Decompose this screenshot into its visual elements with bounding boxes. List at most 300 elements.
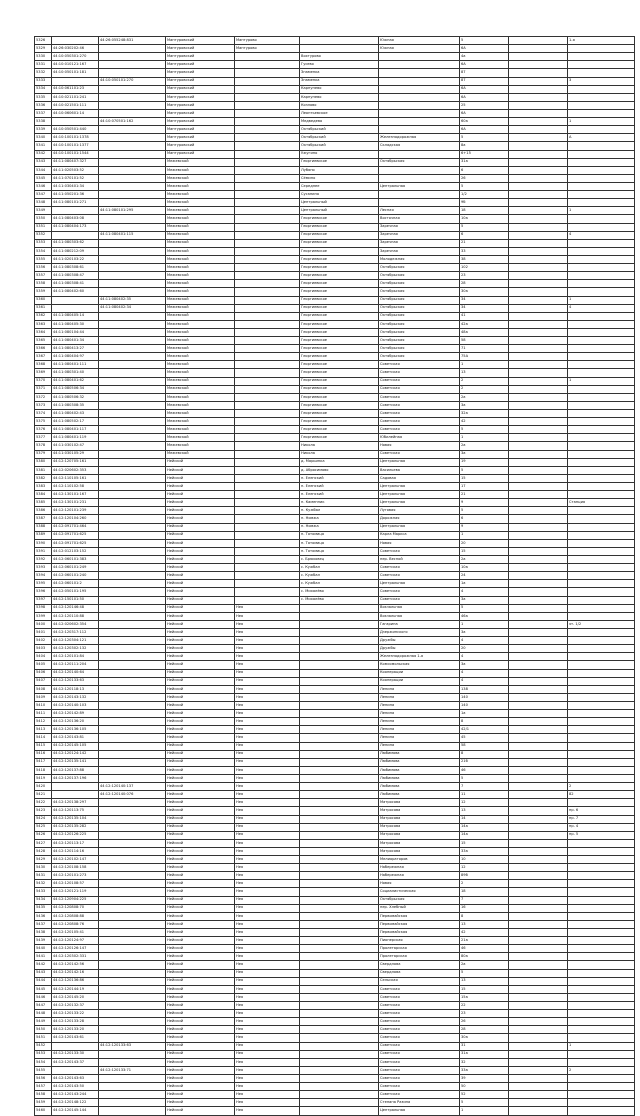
row-number-cell: 5438 [35,929,52,937]
district-cell: Нейский [166,823,235,831]
district-cell: Межевской [166,353,235,361]
house-number-cell: 1 [460,434,509,442]
apartment-cell [568,677,635,685]
district-cell: Нейский [166,685,235,693]
city-cell: Нея [235,937,300,945]
house-number-cell: 5 [460,426,509,434]
cadastral-number-land-cell [52,37,99,45]
apartment-cell [568,450,635,458]
cadastral-number-land-cell: 44:12:120142:16 [52,969,99,977]
table-row [35,1091,635,1099]
city-cell: Нея [235,904,300,912]
house-number-cell: 3а [460,661,509,669]
city-cell [235,199,300,207]
cadastral-number-building-cell [99,69,166,77]
apartment-cell: 4 [568,231,635,239]
district-cell: Нейский [166,953,235,961]
apartment-cell: 3 [568,77,635,85]
settlement-cell [300,628,379,636]
street-cell: Советская [379,572,460,580]
city-cell: Нея [235,1107,300,1115]
city-cell [235,523,300,531]
house-number-cell: 13 [460,369,509,377]
building-letter-cell [509,109,568,117]
house-number-cell: 13 [460,807,509,815]
settlement-cell: д. Абросимово [300,466,379,474]
house-number-cell: 25 [460,101,509,109]
cadastral-number-land-cell: 44:11:080401:111 [52,361,99,369]
building-letter-cell [509,215,568,223]
apartment-cell [568,337,635,345]
table-row [35,515,635,523]
row-number-cell: 5460 [35,1107,52,1115]
cadastral-number-building-cell [99,134,166,142]
cadastral-number-building-cell [99,539,166,547]
table-row [35,669,635,677]
table-row [35,401,635,409]
building-letter-cell [509,345,568,353]
row-number-cell: 5407 [35,677,52,685]
table-row [35,1066,635,1074]
apartment-cell [568,239,635,247]
row-number-cell: 5382 [35,474,52,482]
city-cell [235,450,300,458]
street-cell: Октябрьская [379,320,460,328]
district-cell: Межевской [166,288,235,296]
row-number-cell: 5365 [35,337,52,345]
table-row [35,393,635,401]
cadastral-number-building-cell [99,182,166,190]
building-letter-cell [509,653,568,661]
cadastral-number-building-cell [99,166,166,174]
district-cell: Нейский [166,864,235,872]
house-number-cell: 3а [460,450,509,458]
row-number-cell: 5419 [35,774,52,782]
cadastral-number-land-cell: 44:12:120101:84 [52,653,99,661]
cadastral-number-building-cell [99,418,166,426]
cadastral-number-building-cell [99,807,166,815]
settlement-cell [300,815,379,823]
cadastral-number-land-cell: 44:10:010121:167 [52,61,99,69]
settlement-cell [300,969,379,977]
street-cell: Октябрьская [379,337,460,345]
apartment-cell [568,345,635,353]
cadastral-number-land-cell: 44:12:120126:225 [52,831,99,839]
row-number-cell: 5351 [35,223,52,231]
building-letter-cell [509,1099,568,1107]
table-row [35,912,635,920]
apartment-cell [568,361,635,369]
street-cell: Советская [379,993,460,1001]
settlement-cell: Октябрьский [300,142,379,150]
apartment-cell [568,142,635,150]
cadastral-number-building-cell: 44:12:120133:63 [99,1042,166,1050]
district-cell: Нейский [166,572,235,580]
settlement-cell: Георгиевское [300,239,379,247]
cadastral-number-building-cell [99,523,166,531]
building-letter-cell [509,450,568,458]
table-row [35,637,635,645]
house-number-cell: 3а [460,401,509,409]
house-number-cell: 7 [460,896,509,904]
apartment-cell [568,312,635,320]
cadastral-number-building-cell [99,896,166,904]
district-cell: Мантуровский [166,37,235,45]
row-number-cell: 5400 [35,620,52,628]
settlement-cell: Георгиевское [300,296,379,304]
row-number-cell: 5416 [35,750,52,758]
cadastral-number-building-cell [99,953,166,961]
building-letter-cell [509,418,568,426]
district-cell: Межевской [166,320,235,328]
city-cell: Нея [235,1091,300,1099]
table-row [35,701,635,709]
district-cell: Межевской [166,361,235,369]
house-number-cell: 26 [460,174,509,182]
cadastral-number-land-cell: 44:12:120133:63 [52,677,99,685]
street-cell: Мелиораторов [379,856,460,864]
settlement-cell: с. Кужбал [300,564,379,572]
cadastral-number-land-cell: 44:10:060601:14 [52,109,99,117]
house-number-cell: 15 [460,474,509,482]
street-cell: Ленина [379,718,460,726]
table-row [35,937,635,945]
district-cell: Нейский [166,474,235,482]
street-cell: Советская [379,450,460,458]
house-number-cell: 10а [460,215,509,223]
cadastral-number-building-cell [99,247,166,255]
building-letter-cell [509,953,568,961]
row-number-cell: 5389 [35,531,52,539]
settlement-cell: Середнее [300,182,379,190]
cadastral-number-building-cell [99,726,166,734]
row-number-cell: 5450 [35,1026,52,1034]
cadastral-number-land-cell: 44:11:020503:52 [52,166,99,174]
settlement-cell [300,1091,379,1099]
row-number-cell: 5415 [35,742,52,750]
cadastral-number-building-cell [99,920,166,928]
table-row [35,758,635,766]
house-number-cell: 58 [460,742,509,750]
table-row [35,888,635,896]
cadastral-number-building-cell [99,677,166,685]
city-cell: Нея [235,1066,300,1074]
building-letter-cell [509,150,568,158]
house-number-cell: 16 [460,904,509,912]
city-cell: Нея [235,710,300,718]
row-number-cell: 5403 [35,645,52,653]
district-cell: Нейский [166,815,235,823]
cadastral-number-building-cell [99,588,166,596]
city-cell [235,377,300,385]
settlement-cell [300,912,379,920]
apartment-cell [568,1099,635,1107]
district-cell: Межевской [166,385,235,393]
house-number-cell: 31а [460,1050,509,1058]
table-row [35,442,635,450]
cadastral-number-land-cell: 44:12:120133:20 [52,1026,99,1034]
cadastral-number-building-cell [99,969,166,977]
apartment-cell [568,661,635,669]
cadastral-number-land-cell: 44:12:120124:97 [52,937,99,945]
row-number-cell: 5339 [35,126,52,134]
house-number-cell: 5 [460,969,509,977]
settlement-cell: п. Кужбал [300,507,379,515]
settlement-cell [300,856,379,864]
settlement-cell: п. Номжа [300,515,379,523]
apartment-cell [568,158,635,166]
house-number-cell: 5 [460,37,509,45]
settlement-cell [300,37,379,45]
table-row [35,896,635,904]
district-cell: Мантуровский [166,126,235,134]
row-number-cell: 5336 [35,101,52,109]
building-letter-cell [509,701,568,709]
cadastral-number-building-cell [99,945,166,953]
district-cell: Нейский [166,856,235,864]
building-letter-cell [509,158,568,166]
house-number-cell: 46а [460,612,509,620]
row-number-cell: 5439 [35,937,52,945]
row-number-cell: 5347 [35,191,52,199]
street-cell [379,118,460,126]
street-cell: Советская [379,393,460,401]
building-letter-cell [509,499,568,507]
city-cell [235,158,300,166]
district-cell: Нейский [166,596,235,604]
cadastral-number-land-cell: 44:12:120105:41 [52,929,99,937]
building-letter-cell [509,239,568,247]
street-cell: Советская [379,1002,460,1010]
street-cell: Вокзальная [379,612,460,620]
street-cell: Октябрьская [379,312,460,320]
settlement-cell [300,864,379,872]
cadastral-number-building-cell [99,483,166,491]
building-letter-cell [509,929,568,937]
cadastral-number-land-cell: 44:11:070101:52 [52,174,99,182]
cadastral-number-building-cell [99,710,166,718]
city-cell [235,174,300,182]
table-row [35,1099,635,1107]
street-cell: Свердлова [379,969,460,977]
city-cell [235,272,300,280]
building-letter-cell [509,661,568,669]
settlement-cell [300,896,379,904]
cadastral-number-building-cell: 44:26:055248:831 [99,37,166,45]
cadastral-number-building-cell [99,491,166,499]
cadastral-number-building-cell [99,985,166,993]
district-cell: Нейский [166,1066,235,1074]
house-number-cell: 5 [460,774,509,782]
district-cell: Нейский [166,807,235,815]
city-cell [235,320,300,328]
street-cell: Советская [379,418,460,426]
district-cell: Нейский [166,677,235,685]
street-cell: Луговая [379,507,460,515]
house-number-cell: 6А [460,45,509,53]
row-number-cell: 5448 [35,1010,52,1018]
cadastral-number-building-cell [99,223,166,231]
house-number-cell: 1 [460,531,509,539]
cadastral-number-building-cell [99,474,166,482]
cadastral-number-building-cell [99,1002,166,1010]
apartment-cell [568,223,635,231]
cadastral-number-building-cell: 44:11:080101:295 [99,207,166,215]
table-row [35,596,635,604]
city-cell [235,564,300,572]
city-cell [235,401,300,409]
city-cell: Нея [235,637,300,645]
apartment-cell [568,109,635,117]
cadastral-number-building-cell [99,369,166,377]
apartment-cell: 2 [568,1066,635,1074]
cadastral-number-building-cell [99,272,166,280]
row-number-cell: 5396 [35,588,52,596]
city-cell: Нея [235,929,300,937]
settlement-cell: Георгиевское [300,385,379,393]
street-cell: Матросова [379,831,460,839]
cadastral-number-building-cell [99,410,166,418]
apartment-cell [568,1083,635,1091]
cadastral-number-building-cell [99,191,166,199]
city-cell [235,328,300,336]
cadastral-number-land-cell [52,296,99,304]
table-row [35,37,635,45]
row-number-cell: 5395 [35,580,52,588]
district-cell: Нейский [166,499,235,507]
street-cell: Советская [379,564,460,572]
cadastral-number-building-cell [99,653,166,661]
building-letter-cell [509,912,568,920]
district-cell: Нейский [166,710,235,718]
apartment-cell [568,961,635,969]
building-letter-cell [509,685,568,693]
apartment-cell [568,1107,635,1115]
cadastral-number-land-cell: 44:12:110105:161 [52,474,99,482]
city-cell [235,418,300,426]
cadastral-number-building-cell [99,345,166,353]
apartment-cell [568,710,635,718]
building-letter-cell [509,191,568,199]
table-row [35,304,635,312]
city-cell [235,61,300,69]
apartment-cell [568,150,635,158]
building-letter-cell [509,77,568,85]
house-number-cell: 1а [460,580,509,588]
row-number-cell: 5366 [35,345,52,353]
table-row [35,434,635,442]
table-row [35,734,635,742]
settlement-cell [300,831,379,839]
street-cell: Советская [379,377,460,385]
settlement-cell: Никола [300,450,379,458]
settlement-cell [300,847,379,855]
cadastral-number-building-cell [99,929,166,937]
apartment-cell [568,320,635,328]
building-letter-cell [509,1050,568,1058]
table-row [35,985,635,993]
cadastral-number-building-cell [99,572,166,580]
cadastral-number-land-cell: 44:11:020103:22 [52,255,99,263]
city-cell [235,69,300,77]
settlement-cell: Георгиевское [300,410,379,418]
table-row [35,280,635,288]
city-cell [235,134,300,142]
cadastral-number-land-cell: 44:12:120142:56 [52,961,99,969]
house-number-cell: 4 [460,677,509,685]
table-row [35,580,635,588]
settlement-cell: Георгиевское [300,345,379,353]
street-cell [379,93,460,101]
house-number-cell: 4 [460,588,509,596]
settlement-cell: Георгиевское [300,223,379,231]
cadastral-number-land-cell: 44:12:130101:231 [52,499,99,507]
apartment-cell [568,693,635,701]
district-cell: Межевской [166,410,235,418]
district-cell: Мантуровский [166,101,235,109]
house-number-cell: 8 [460,912,509,920]
row-number-cell: 5340 [35,134,52,142]
cadastral-number-building-cell [99,109,166,117]
row-number-cell: 5326 [35,37,52,45]
settlement-cell: Медведево [300,118,379,126]
cadastral-number-building-cell [99,872,166,880]
house-number-cell: 42а [460,320,509,328]
cadastral-number-land-cell: 44:12:120304:121 [52,637,99,645]
apartment-cell [568,255,635,263]
street-cell: Восточная [379,215,460,223]
city-cell [235,556,300,564]
house-number-cell: 13 [460,977,509,985]
settlement-cell: Георгиевское [300,377,379,385]
city-cell: Нея [235,912,300,920]
cadastral-number-building-cell [99,434,166,442]
city-cell: Нея [235,945,300,953]
settlement-cell [300,726,379,734]
row-number-cell: 5377 [35,434,52,442]
settlement-cell [300,669,379,677]
building-letter-cell [509,588,568,596]
row-number-cell: 5402 [35,637,52,645]
cadastral-number-land-cell: 44:12:020602:353 [52,466,99,474]
cadastral-number-land-cell: 44:12:120143:37 [52,1058,99,1066]
table-row [35,815,635,823]
district-cell: Нейский [166,718,235,726]
district-cell: Межевской [166,401,235,409]
city-cell [235,515,300,523]
street-cell [379,85,460,93]
cadastral-number-building-cell [99,174,166,182]
building-letter-cell [509,637,568,645]
city-cell: Нея [235,620,300,628]
building-letter-cell [509,612,568,620]
street-cell: Комсомольская [379,661,460,669]
city-cell [235,442,300,450]
table-row [35,823,635,831]
building-letter-cell [509,726,568,734]
district-cell: Нейский [166,1018,235,1026]
table-row [35,150,635,158]
cadastral-number-land-cell: 44:12:120135:282 [52,823,99,831]
table-row [35,174,635,182]
settlement-cell: Карпунево [300,85,379,93]
cadastral-number-building-cell [99,904,166,912]
district-cell: Нейский [166,993,235,1001]
settlement-cell: Георгиевское [300,353,379,361]
cadastral-number-building-cell [99,515,166,523]
district-cell: Межевской [166,231,235,239]
street-cell: Новая [379,880,460,888]
